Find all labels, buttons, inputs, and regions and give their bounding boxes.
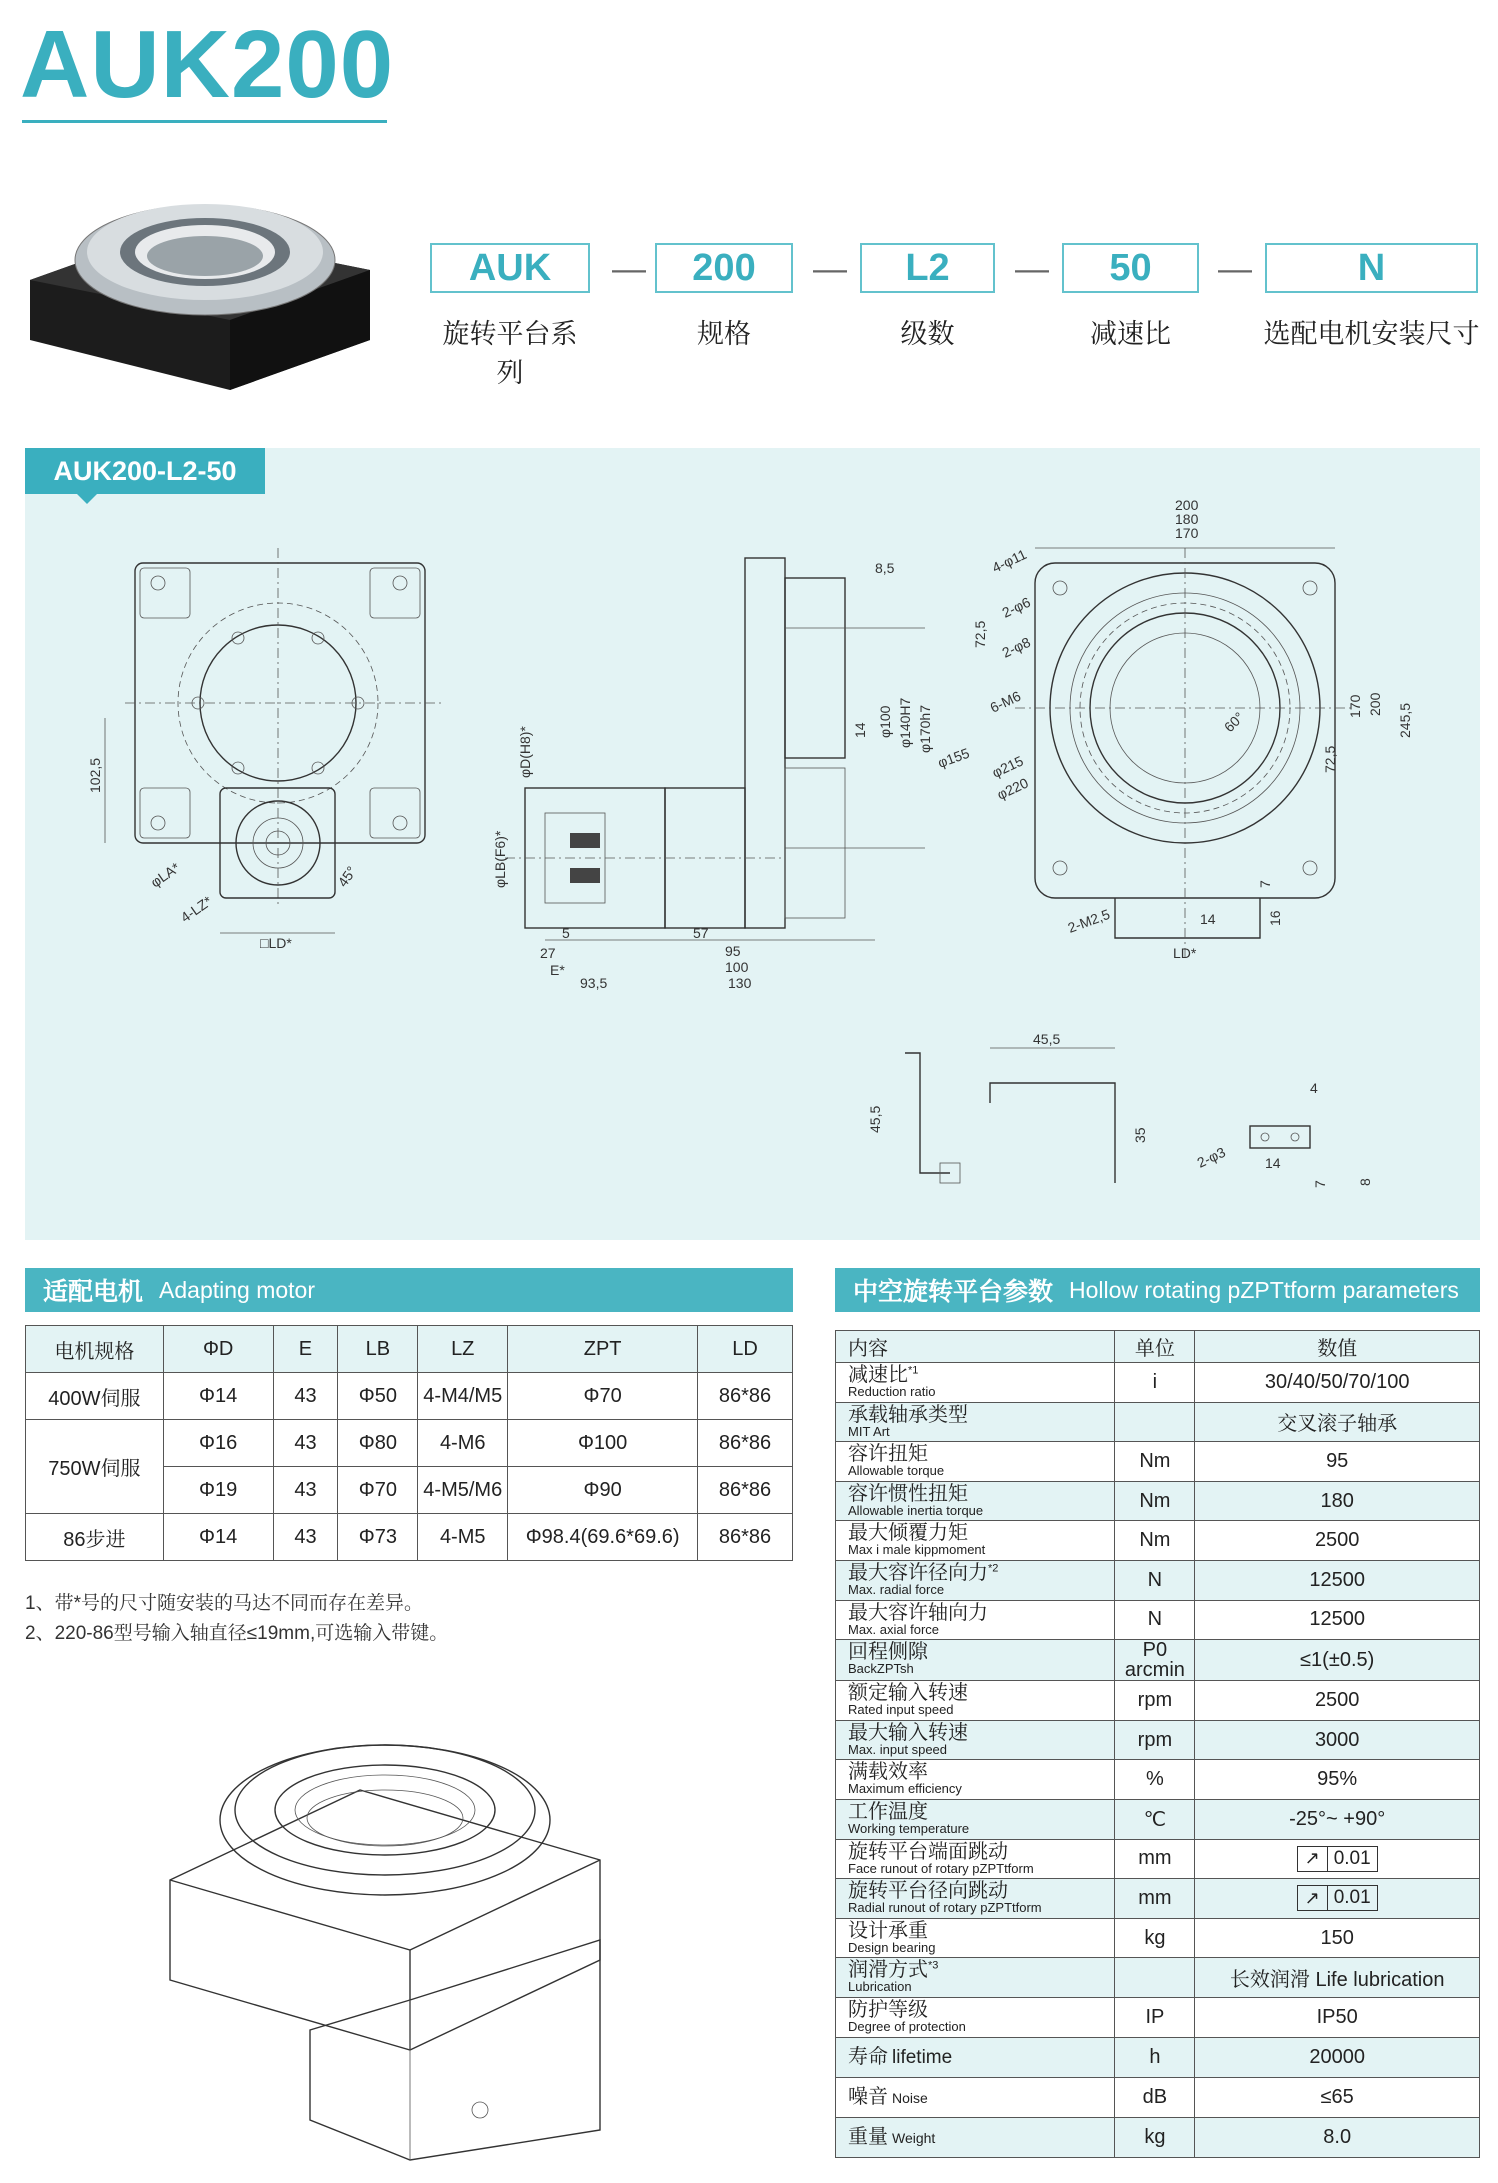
param-footnote: *3 bbox=[928, 1959, 939, 1972]
table-row bbox=[26, 1373, 793, 1420]
svg-text:7: 7 bbox=[1257, 880, 1273, 888]
caption-motor: 选配电机安装尺寸 bbox=[1263, 319, 1480, 349]
caption-stage: 级数 bbox=[900, 319, 955, 349]
svg-text:14: 14 bbox=[852, 722, 868, 738]
param-name-cn bbox=[848, 1958, 1114, 1980]
motor-lz: 4-M6 bbox=[418, 1420, 508, 1467]
param-footnote: *1 bbox=[908, 1364, 919, 1377]
title-underline bbox=[22, 120, 387, 123]
param-name-cn-text: 寿命 bbox=[848, 2046, 888, 2068]
param-name-en: Rated input speed bbox=[848, 1702, 954, 1718]
param-name-en: Max. radial force bbox=[848, 1581, 945, 1597]
runout-arrow-icon: ↗ bbox=[1298, 1847, 1328, 1871]
motor-lb: Φ73 bbox=[338, 1514, 418, 1561]
param-name-en: BackZPTsh bbox=[848, 1661, 914, 1677]
svg-text:φLA*: φLA* bbox=[147, 859, 183, 891]
param-value: 30/40/50/70/100 bbox=[1195, 1363, 1480, 1403]
svg-text:27: 27 bbox=[540, 945, 556, 961]
svg-text:2-φ8: 2-φ8 bbox=[999, 633, 1033, 661]
params-col-header: 数值 bbox=[1195, 1331, 1480, 1363]
top-view bbox=[936, 497, 1413, 961]
svg-text:4: 4 bbox=[1310, 1080, 1318, 1096]
svg-text:φ170h7: φ170h7 bbox=[917, 704, 933, 753]
svg-text:LD*: LD* bbox=[1173, 945, 1197, 961]
param-unit: Nm bbox=[1115, 1442, 1195, 1482]
code-separator: — bbox=[1218, 250, 1252, 288]
table-row bbox=[26, 1514, 793, 1561]
table-row bbox=[836, 1997, 1480, 2037]
svg-text:72,5: 72,5 bbox=[972, 620, 988, 648]
param-name-cn-text: 最大容许轴向力 bbox=[848, 1601, 988, 1624]
param-name-cn-text: 回程侧隙 bbox=[848, 1641, 928, 1664]
param-name-en: Degree of protection bbox=[848, 2018, 966, 2034]
param-name-cn bbox=[848, 1879, 1114, 1901]
param-name-en: Allowable inertia torque bbox=[848, 1502, 984, 1518]
motor-lz: 4-M5/M6 bbox=[418, 1467, 508, 1514]
param-name bbox=[836, 1600, 1115, 1640]
param-name-cn bbox=[848, 2124, 888, 2148]
motor-col-header: LB bbox=[338, 1326, 418, 1373]
table-row bbox=[836, 1442, 1480, 1482]
motor-d: Φ14 bbox=[163, 1373, 273, 1420]
param-unit: mm bbox=[1115, 1879, 1195, 1919]
runout-arrow-icon: ↗ bbox=[1298, 1886, 1328, 1910]
caption-size: 规格 bbox=[697, 319, 751, 349]
svg-text:φ100: φ100 bbox=[877, 705, 893, 738]
svg-text:45°: 45° bbox=[334, 863, 360, 890]
motor-zpt: Φ70 bbox=[508, 1373, 698, 1420]
param-name bbox=[836, 1760, 1115, 1800]
svg-text:2-M2,5: 2-M2,5 bbox=[1065, 905, 1112, 936]
param-value: 2500 bbox=[1195, 1521, 1480, 1561]
param-unit bbox=[1115, 1958, 1195, 1998]
isometric-drawing bbox=[160, 1700, 630, 2170]
svg-text:E*: E* bbox=[550, 962, 565, 978]
svg-text:φD(H8)*: φD(H8)* bbox=[517, 726, 533, 778]
param-name-en: MIT Art bbox=[848, 1423, 890, 1439]
drawing-tab: AUK200-L2-50 bbox=[25, 448, 265, 494]
svg-text:2-φ6: 2-φ6 bbox=[999, 593, 1033, 621]
param-name bbox=[836, 1442, 1115, 1482]
param-name-cn-text: 最大倾覆力矩 bbox=[848, 1522, 968, 1545]
caption-ratio: 减速比 bbox=[1090, 319, 1171, 349]
param-name-cn bbox=[848, 1363, 1114, 1385]
param-value: 交叉滚子轴承 bbox=[1195, 1402, 1480, 1442]
motor-zpt: Φ100 bbox=[508, 1420, 698, 1467]
table-row bbox=[836, 1640, 1480, 1681]
param-name-cn bbox=[848, 1760, 1114, 1782]
param-name bbox=[836, 1958, 1115, 1998]
motor-section-title-cn: 适配电机 bbox=[43, 1278, 144, 1306]
param-value: 180 bbox=[1195, 1481, 1480, 1521]
svg-text:102,5: 102,5 bbox=[87, 757, 103, 793]
table-row bbox=[836, 2037, 1480, 2077]
param-name-en: Allowable torque bbox=[848, 1463, 945, 1479]
table-row bbox=[836, 1839, 1480, 1879]
param-unit: dB bbox=[1115, 2077, 1195, 2117]
param-value: 3000 bbox=[1195, 1720, 1480, 1760]
params-table bbox=[835, 1330, 1480, 2158]
param-value bbox=[1195, 1879, 1480, 1919]
product-photo bbox=[20, 190, 380, 400]
param-name-cn bbox=[848, 1601, 1114, 1623]
svg-text:□LD*: □LD* bbox=[260, 935, 292, 951]
param-unit: P0 arcmin bbox=[1115, 1640, 1195, 1681]
param-name bbox=[836, 1521, 1115, 1561]
param-name bbox=[836, 1560, 1115, 1600]
svg-text:4-LZ*: 4-LZ* bbox=[177, 892, 215, 926]
motor-d: Φ14 bbox=[163, 1514, 273, 1561]
param-name-cn bbox=[848, 1640, 1114, 1662]
svg-text:4-φ11: 4-φ11 bbox=[989, 545, 1029, 576]
svg-text:8: 8 bbox=[1357, 1178, 1373, 1186]
param-name-cn bbox=[848, 1998, 1114, 2020]
svg-text:φ220: φ220 bbox=[994, 774, 1031, 803]
svg-text:14: 14 bbox=[1200, 911, 1216, 927]
param-name-en: Reduction ratio bbox=[848, 1384, 936, 1399]
svg-text:200: 200 bbox=[1367, 692, 1383, 716]
motor-ld: 86*86 bbox=[698, 1373, 793, 1420]
motor-zpt: Φ98.4(69.6*69.6) bbox=[508, 1514, 698, 1561]
code-motor: N bbox=[1265, 243, 1478, 293]
svg-text:100: 100 bbox=[725, 959, 749, 975]
param-unit: N bbox=[1115, 1560, 1195, 1600]
param-name bbox=[836, 1363, 1115, 1403]
param-name bbox=[836, 1839, 1115, 1879]
param-name-en: Radial runout of rotary pZPTtform bbox=[848, 1900, 1042, 1916]
runout-value: 0.01 bbox=[1333, 1847, 1371, 1869]
param-name bbox=[836, 1681, 1115, 1721]
motor-e: 43 bbox=[273, 1420, 338, 1467]
table-row bbox=[836, 1760, 1480, 1800]
param-value: 95% bbox=[1195, 1760, 1480, 1800]
param-name-cn-text: 旋转平台端面跳动 bbox=[848, 1840, 1008, 1863]
runout-symbol-box bbox=[1297, 1846, 1378, 1872]
param-unit: IP bbox=[1115, 1997, 1195, 2037]
motor-col-header: ZPT bbox=[508, 1326, 698, 1373]
runout-value: 0.01 bbox=[1333, 1887, 1371, 1909]
param-name-cn bbox=[848, 1721, 1114, 1743]
param-name-cn bbox=[848, 1561, 1114, 1583]
note-2: 2、220-86型号输入轴直径≤19mm,可选输入带键。 bbox=[25, 1623, 449, 1644]
motor-ld: 86*86 bbox=[698, 1420, 793, 1467]
params-section-title-en: Hollow rotating pZPTtform parameters bbox=[1069, 1276, 1459, 1303]
table-row bbox=[836, 1799, 1480, 1839]
svg-text:5: 5 bbox=[562, 925, 570, 941]
side-view bbox=[492, 558, 933, 991]
svg-text:170: 170 bbox=[1347, 694, 1363, 718]
motor-e: 43 bbox=[273, 1514, 338, 1561]
param-value: IP50 bbox=[1195, 1997, 1480, 2037]
svg-text:6-M6: 6-M6 bbox=[987, 687, 1024, 716]
param-unit: % bbox=[1115, 1760, 1195, 1800]
motor-table bbox=[25, 1325, 793, 1561]
svg-text:93,5: 93,5 bbox=[580, 975, 608, 991]
table-row bbox=[836, 2117, 1480, 2157]
table-row bbox=[836, 1521, 1480, 1561]
param-unit: N bbox=[1115, 1600, 1195, 1640]
param-unit: kg bbox=[1115, 2117, 1195, 2157]
svg-text:57: 57 bbox=[693, 925, 709, 941]
svg-text:φ215: φ215 bbox=[989, 752, 1026, 781]
param-name-cn-text: 重量 bbox=[848, 2126, 888, 2148]
param-unit: Nm bbox=[1115, 1521, 1195, 1561]
motor-col-header: LD bbox=[698, 1326, 793, 1373]
caption-series: 旋转平台系列 bbox=[442, 319, 578, 388]
runout-symbol-box bbox=[1297, 1885, 1378, 1911]
param-name-cn-text: 润滑方式 bbox=[848, 1959, 928, 1982]
motor-lb: Φ50 bbox=[338, 1373, 418, 1420]
param-value: 150 bbox=[1195, 1918, 1480, 1958]
param-name bbox=[836, 2037, 1115, 2077]
table-row bbox=[836, 2077, 1480, 2117]
param-unit: ℃ bbox=[1115, 1799, 1195, 1839]
svg-text:72,5: 72,5 bbox=[1322, 745, 1338, 773]
param-value: ≤65 bbox=[1195, 2077, 1480, 2117]
svg-text:60°: 60° bbox=[1220, 708, 1248, 736]
param-unit: rpm bbox=[1115, 1681, 1195, 1721]
param-name-cn bbox=[848, 2044, 888, 2068]
param-unit: mm bbox=[1115, 1839, 1195, 1879]
technical-drawing bbox=[25, 448, 1480, 1240]
param-value: 12500 bbox=[1195, 1600, 1480, 1640]
svg-text:φLB(F6)*: φLB(F6)* bbox=[492, 830, 508, 888]
svg-text:130: 130 bbox=[728, 975, 752, 991]
param-name-cn-text: 额定输入转速 bbox=[848, 1682, 968, 1705]
param-name-en: Face runout of rotary pZPTtform bbox=[848, 1860, 1034, 1876]
param-unit: Nm bbox=[1115, 1481, 1195, 1521]
code-size: 200 bbox=[655, 243, 793, 293]
table-row bbox=[836, 1879, 1480, 1919]
svg-text:7: 7 bbox=[1312, 1180, 1328, 1188]
motor-ld: 86*86 bbox=[698, 1514, 793, 1561]
param-value: 长效润滑 Life lubrication bbox=[1195, 1958, 1480, 1998]
param-name-en: lifetime bbox=[892, 2047, 953, 2068]
motor-e: 43 bbox=[273, 1467, 338, 1514]
svg-text:φ140H7: φ140H7 bbox=[897, 697, 913, 748]
table-row bbox=[836, 1560, 1480, 1600]
code-separator: — bbox=[612, 250, 646, 288]
code-stage: L2 bbox=[860, 243, 995, 293]
motor-col-header: 电机规格 bbox=[26, 1326, 164, 1373]
param-unit bbox=[1115, 1402, 1195, 1442]
param-name-en: Working temperature bbox=[848, 1820, 970, 1836]
table-row bbox=[836, 1363, 1480, 1403]
motor-col-header: LZ bbox=[418, 1326, 508, 1373]
param-name-en: Design bearing bbox=[848, 1939, 936, 1955]
param-name-cn-text: 满载效率 bbox=[848, 1761, 928, 1784]
svg-text:16: 16 bbox=[1267, 910, 1283, 926]
param-name-en: Noise bbox=[892, 2090, 928, 2106]
param-name-cn-text: 防护等级 bbox=[848, 1998, 928, 2021]
param-value: ≤1(±0.5) bbox=[1195, 1640, 1480, 1681]
params-section-title-cn: 中空旋转平台参数 bbox=[853, 1278, 1054, 1306]
param-name bbox=[836, 1481, 1115, 1521]
param-name-cn-text: 噪音 bbox=[848, 2086, 888, 2108]
param-name-cn-text: 设计承重 bbox=[848, 1919, 928, 1942]
param-name-cn bbox=[848, 1442, 1114, 1464]
params-section-header bbox=[835, 1268, 1480, 1312]
table-row bbox=[836, 1402, 1480, 1442]
param-name bbox=[836, 1879, 1115, 1919]
table-row bbox=[26, 1420, 793, 1467]
table-row bbox=[836, 1600, 1480, 1640]
param-name bbox=[836, 1402, 1115, 1442]
param-unit: h bbox=[1115, 2037, 1195, 2077]
param-value: 12500 bbox=[1195, 1560, 1480, 1600]
param-value bbox=[1195, 1839, 1480, 1879]
motor-section-header bbox=[25, 1268, 793, 1312]
param-name-en: Max. input speed bbox=[848, 1741, 948, 1757]
table-row bbox=[836, 1481, 1480, 1521]
motor-zpt: Φ90 bbox=[508, 1467, 698, 1514]
motor-d: Φ19 bbox=[163, 1467, 273, 1514]
param-value: -25°~ +90° bbox=[1195, 1799, 1480, 1839]
param-name bbox=[836, 2077, 1115, 2117]
svg-text:35: 35 bbox=[1132, 1127, 1148, 1143]
motor-spec: 400W伺服 bbox=[26, 1373, 164, 1420]
param-name-en: Max i male kippmoment bbox=[848, 1542, 986, 1558]
param-name-cn bbox=[848, 1681, 1114, 1703]
param-name-cn bbox=[848, 1482, 1114, 1504]
param-name bbox=[836, 1799, 1115, 1839]
motor-section-title-en: Adapting motor bbox=[159, 1276, 315, 1303]
motor-lz: 4-M5 bbox=[418, 1514, 508, 1561]
param-name-en: Max. axial force bbox=[848, 1621, 940, 1637]
param-value: 95 bbox=[1195, 1442, 1480, 1482]
param-unit: rpm bbox=[1115, 1720, 1195, 1760]
svg-text:45,5: 45,5 bbox=[1033, 1031, 1061, 1047]
param-name-cn-text: 承载轴承类型 bbox=[848, 1403, 968, 1426]
motor-spec: 750W伺服 bbox=[26, 1420, 164, 1514]
svg-text:245,5: 245,5 bbox=[1397, 702, 1413, 738]
param-value: 2500 bbox=[1195, 1681, 1480, 1721]
motor-spec: 86步进 bbox=[26, 1514, 164, 1561]
front-view bbox=[87, 548, 445, 951]
param-name-en: Weight bbox=[892, 2130, 936, 2146]
table-row bbox=[836, 1720, 1480, 1760]
param-name-cn-text: 容许扭矩 bbox=[848, 1443, 928, 1466]
param-name-en: Lubrication bbox=[848, 1979, 912, 1995]
motor-lb: Φ80 bbox=[338, 1420, 418, 1467]
svg-text:φ155: φ155 bbox=[935, 744, 972, 771]
table-row bbox=[836, 1958, 1480, 1998]
svg-text:170: 170 bbox=[1175, 525, 1199, 541]
svg-text:8,5: 8,5 bbox=[875, 560, 895, 576]
param-name-cn-text: 旋转平台径向跳动 bbox=[848, 1880, 1008, 1903]
table-row bbox=[836, 1918, 1480, 1958]
param-unit: kg bbox=[1115, 1918, 1195, 1958]
motor-d: Φ16 bbox=[163, 1420, 273, 1467]
param-footnote: *2 bbox=[988, 1562, 999, 1575]
motor-lz: 4-M4/M5 bbox=[418, 1373, 508, 1420]
param-name bbox=[836, 2117, 1115, 2157]
code-series: AUK bbox=[430, 243, 590, 293]
motor-ld: 86*86 bbox=[698, 1467, 793, 1514]
svg-text:45,5: 45,5 bbox=[867, 1105, 883, 1133]
motor-e: 43 bbox=[273, 1373, 338, 1420]
param-name-cn bbox=[848, 1403, 1114, 1425]
params-col-header: 单位 bbox=[1115, 1331, 1195, 1363]
svg-text:2-φ3: 2-φ3 bbox=[1194, 1143, 1228, 1171]
param-name-cn-text: 减速比 bbox=[848, 1364, 908, 1386]
param-name-cn bbox=[848, 1521, 1114, 1543]
param-name-cn-text: 最大输入转速 bbox=[848, 1721, 968, 1744]
svg-text:200: 200 bbox=[1175, 497, 1199, 513]
motor-col-header: ΦD bbox=[163, 1326, 273, 1373]
svg-text:180: 180 bbox=[1175, 511, 1199, 527]
page-title: AUK200 bbox=[20, 11, 395, 118]
motor-col-header: E bbox=[273, 1326, 338, 1373]
param-name-cn-text: 工作温度 bbox=[848, 1800, 928, 1823]
param-name-en: Maximum efficiency bbox=[848, 1781, 962, 1797]
param-name bbox=[836, 1720, 1115, 1760]
param-name-cn bbox=[848, 1800, 1114, 1822]
param-name-cn-text: 最大容许径向力 bbox=[848, 1561, 988, 1584]
note-1: 1、带*号的尺寸随安装的马达不同而存在差异。 bbox=[25, 1593, 423, 1614]
params-col-header: 内容 bbox=[836, 1331, 1115, 1363]
param-value: 8.0 bbox=[1195, 2117, 1480, 2157]
param-name bbox=[836, 1640, 1115, 1681]
param-name bbox=[836, 1918, 1115, 1958]
svg-text:95: 95 bbox=[725, 943, 741, 959]
param-unit: i bbox=[1115, 1363, 1195, 1403]
code-ratio: 50 bbox=[1062, 243, 1199, 293]
param-name bbox=[836, 1997, 1115, 2037]
code-separator: — bbox=[813, 250, 847, 288]
svg-text:14: 14 bbox=[1265, 1155, 1281, 1171]
motor-lb: Φ70 bbox=[338, 1467, 418, 1514]
param-name-cn-text: 容许惯性扭矩 bbox=[848, 1482, 968, 1505]
code-separator: — bbox=[1015, 250, 1049, 288]
param-name-cn bbox=[848, 1840, 1114, 1862]
bracket-view bbox=[867, 1031, 1373, 1188]
param-name-cn bbox=[848, 2084, 888, 2108]
param-value: 20000 bbox=[1195, 2037, 1480, 2077]
param-name-cn bbox=[848, 1919, 1114, 1941]
table-row bbox=[836, 1681, 1480, 1721]
